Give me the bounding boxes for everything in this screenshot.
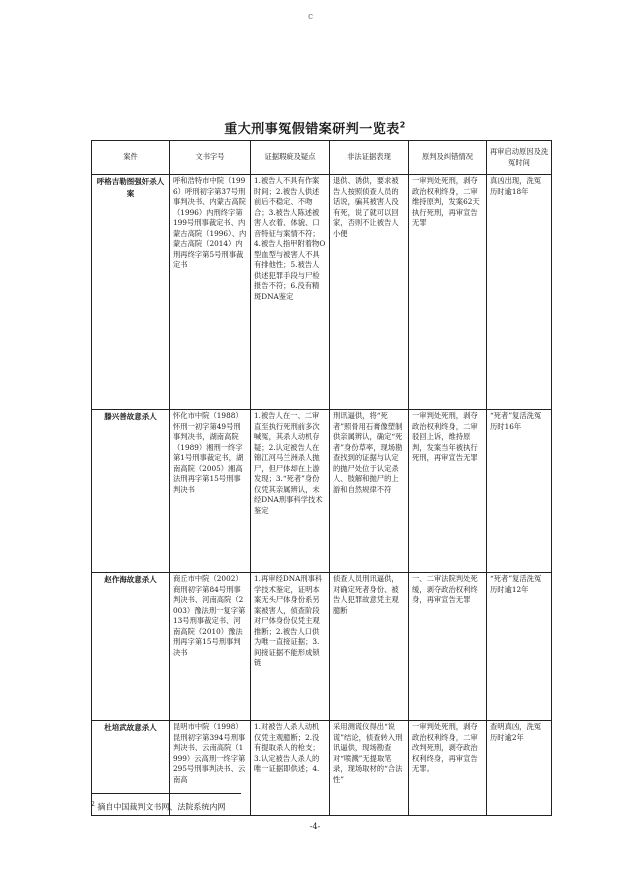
table-row	[92, 175, 552, 410]
page-number: -4-	[309, 822, 321, 831]
table-title-text: 重大刑事冤假错案研判一览表	[224, 122, 400, 137]
footnote-divider	[91, 793, 241, 794]
footnote-marker: 2	[91, 801, 95, 808]
retrial-reason-cell: 查明真凶，洗冤历时逾2年	[487, 721, 552, 816]
evidence-flaws-cell: 1.对被告人杀人动机仅凭主观臆断；2.没有提取杀人的枪支；3.认定被告人杀人的唯一证据即供述；4.	[251, 721, 330, 816]
table-row	[92, 410, 552, 573]
header-row	[92, 141, 552, 175]
original-judgment-cell: 一审判处死刑，剥夺政治权利终身，二审改判死刑，剥夺政治权利终身，再审宣告无罪。	[409, 721, 487, 816]
evidence-flaws-cell: 1.被告人不具有作案时间；2.被告人供述前后不稳定、不吻合；3.被告人陈述被害人衣着、体貌、口音特征与案情不符；4.被告人指甲附着物O型血型与被害人不具有排他性；5.被告人供述犯罪手段与尸检报告不符；6.没有精斑DNA鉴定	[251, 175, 330, 410]
page-corner-mark: c	[308, 12, 314, 22]
header-retrial: 再审启动原因及洗冤时间	[487, 141, 552, 175]
table-header	[92, 141, 552, 175]
case-review-table	[91, 140, 552, 816]
table-row	[92, 573, 552, 721]
original-judgment-cell: 一审判处死刑，剥夺政治权利终身，二审驳回上诉，维持原判，发案当年被执行死刑，再审宣告无罪	[409, 410, 487, 573]
original-judgment-cell: 一、二审法院判处死缓，剥夺政治权利终身，再审宣告无罪	[409, 573, 487, 721]
case-name-cell: 杜培武故意杀人	[92, 721, 170, 816]
case-name-cell: 滕兴善故意杀人	[92, 410, 170, 573]
document-number-cell: 呼和浩特市中院（1996）呼刑初字第37号刑事判决书、内蒙古高院（1996）内刑终字第199号刑事裁定书、内蒙古高院（1996）、内蒙古高院（2014）内刑再终字第5号刑事裁定书	[170, 175, 251, 410]
evidence-flaws-cell: 1.再审经DNA刑事科学技术鉴定，证明本案无头尸体身份系另案被害人，侦查阶段对尸体身份仅凭主观推断；2.被告人口供为唯一直接证据；3.间接证据不能形成锁链	[251, 573, 330, 721]
header-flaws: 证据瑕疵及疑点	[251, 141, 330, 175]
original-judgment-cell: 一审判处死刑，剥夺政治权利终身，二审维持原判，发案62天执行死刑，再审宣告无罪	[409, 175, 487, 410]
evidence-flaws-cell: 1.被告人在一、二审直至执行死刑前多次喊冤，其杀人动机存疑；2.认定被告人在锦江河马兰洲杀人抛尸，但尸体却在上游发现；3.“死者”身份仅凭其亲属辨认，未经DNA刑事科学技术鉴定	[251, 410, 330, 573]
illegal-evidence-cell: 退供、诱供，要求被告人按照侦查人员的话说，骗其被害人没有死，说了就可以回家，否则不让被告人小便	[330, 175, 409, 410]
footnote-text: 摘自中国裁判文书网、法院系统内网	[97, 802, 226, 812]
header-case: 案件	[92, 141, 170, 175]
retrial-reason-cell: “死者”复活洗冤历时逾12年	[487, 573, 552, 721]
header-original-judgment: 原判及纠错情况	[409, 141, 487, 175]
illegal-evidence-cell: 侦查人员刑讯逼供，对确定死者身份、被告人犯罪故意凭主观臆断	[330, 573, 409, 721]
document-number-cell: 商丘市中院（2002）商刑初字第84号刑事判决书、河南高院（2003）豫法刑一复字第13号刑事裁定书、河南高院（2010）豫法刑再字第15号刑事判决书	[170, 573, 251, 721]
header-illegal-evidence: 非法证据表现	[330, 141, 409, 175]
document-number-cell: 怀化市中院（1988）怀刑一初字第49号刑事判决书，湖南高院（1989）湘刑一终字第1号刑事裁定书，湖南高院（2005）湘高法刑再字第15号刑事判决书	[170, 410, 251, 573]
header-document: 文书字号	[170, 141, 251, 175]
retrial-reason-cell: “死者”复活洗冤历时16年	[487, 410, 552, 573]
case-name-cell: 赵作海故意杀人	[92, 573, 170, 721]
table-title	[0, 118, 630, 137]
title-footnote-marker: 2	[399, 120, 406, 130]
document-number-cell: 昆明市中院（1998）昆刑初字第394号刑事判决书、云南高院（1999）云高刑一终字第295号刑事判决书、云南高	[170, 721, 251, 816]
illegal-evidence-cell: 采用测谎仪得出“说谎”结论，侦查转入刑讯逼供，现场勘查对“喷溅”无提取笔录，现场取材的“合法性”	[330, 721, 409, 816]
case-name-cell: 呼格吉勒图强奸杀人案	[92, 175, 170, 410]
retrial-reason-cell: 真凶出现，洗冤历时逾18年	[487, 175, 552, 410]
illegal-evidence-cell: 刑讯逼供，将“死者”照骨用石膏像塑制供亲属辨认，确定“死者”身份草率，现场勘查找到的证据与认定的抛尸处位于认定杀人、肢解和抛尸的上游和自然规律不符	[330, 410, 409, 573]
footnote	[91, 801, 225, 813]
